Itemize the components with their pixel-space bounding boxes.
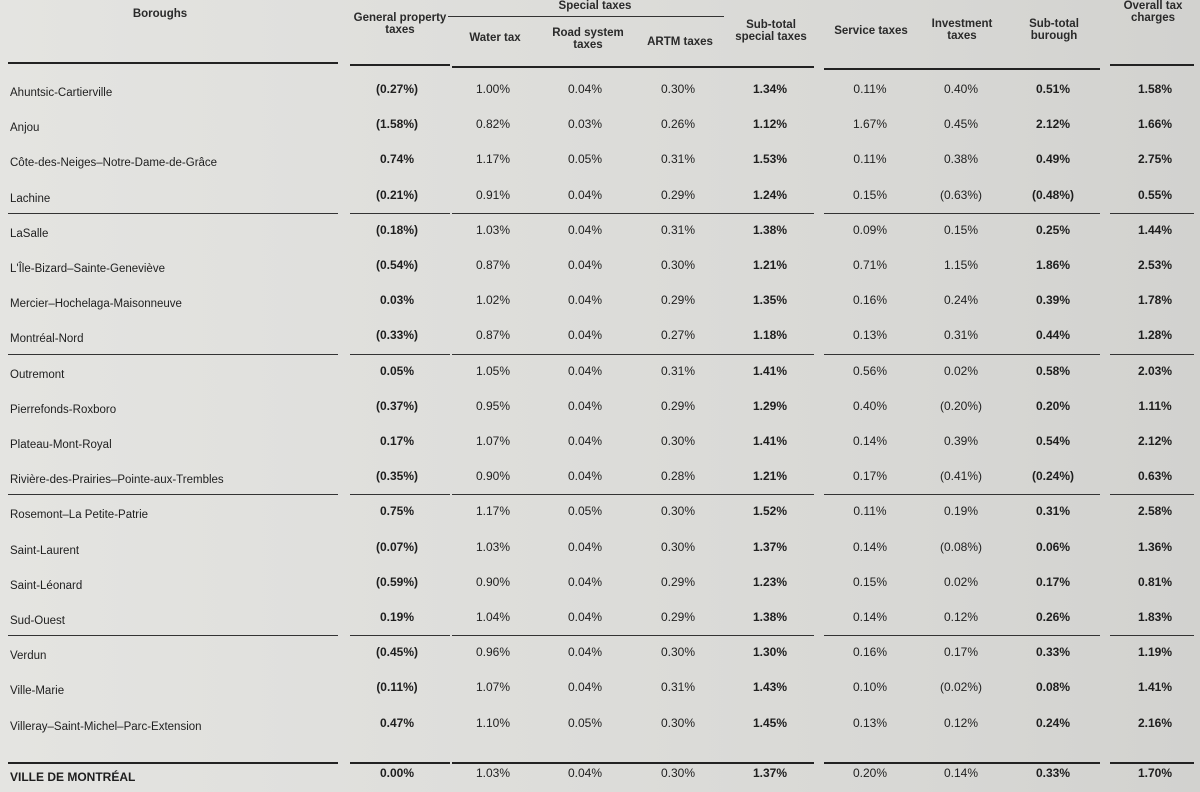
cell-road: 0.04% [567, 293, 603, 308]
cell-service: 0.10% [852, 680, 888, 695]
cell-overall: 1.11% [1138, 398, 1172, 413]
table-row [0, 115, 1200, 137]
cell-general: (1.58%) [375, 117, 419, 132]
table-row [0, 397, 1200, 419]
cell-general: 0.03% [379, 293, 415, 308]
cell-sub-special: 1.53% [752, 152, 788, 167]
cell-overall: 2.16% [1137, 715, 1173, 730]
cell-investment: 0.45% [943, 117, 979, 132]
cell-water: 1.03% [475, 222, 511, 237]
cell-sub-special: 1.24% [752, 187, 788, 202]
header-overall: Overall tax charges [1123, 0, 1183, 24]
cell-water: 1.17% [475, 504, 511, 519]
cell-road: 0.03% [567, 117, 603, 132]
cell-overall: 1.78% [1137, 293, 1173, 308]
cell-overall: 0.81% [1137, 574, 1173, 589]
borough-name: Anjou [10, 122, 40, 135]
cell-investment: 0.39% [943, 434, 979, 448]
cell-road: 0.04% [567, 574, 603, 589]
table-row [0, 643, 1200, 665]
cell-overall: 0.63% [1137, 469, 1173, 484]
cell-sub-special: 1.23% [752, 574, 788, 589]
table-row [0, 714, 1200, 736]
cell-sub-special: 1.21% [752, 258, 788, 272]
cell-general: 0.05% [379, 363, 415, 378]
table-row [0, 467, 1200, 489]
header-service-taxes: Service taxes [834, 25, 908, 37]
cell-overall: 2.75% [1137, 152, 1173, 167]
cell-artm: 0.30% [660, 434, 696, 448]
borough-name: Outremont [10, 368, 65, 381]
cell-investment: 0.02% [943, 363, 979, 378]
header-subtotal-borough: Sub-total burough [1029, 18, 1079, 42]
cell-water: 1.07% [475, 680, 511, 695]
cell-investment: (0.63%) [939, 187, 983, 202]
group-separator [824, 494, 1100, 495]
cell-overall: 1.28% [1137, 328, 1173, 343]
cell-road: 0.04% [567, 539, 603, 554]
group-separator [8, 494, 338, 495]
cell-sub-borough: 0.39% [1035, 293, 1071, 308]
cell-sub-borough: 0.17% [1035, 574, 1071, 589]
group-separator [8, 213, 338, 214]
cell-general: (0.45%) [375, 645, 419, 660]
cell-sub-borough: 0.44% [1035, 328, 1071, 343]
cell-water: 1.17% [475, 152, 511, 167]
cell-water: 0.91% [475, 187, 511, 202]
cell-sub-borough: 0.51% [1035, 82, 1071, 96]
cell-overall: 1.44% [1137, 222, 1173, 237]
cell-general: 0.75% [379, 504, 415, 519]
table-row [0, 362, 1200, 384]
cell-service: 0.16% [852, 293, 888, 308]
cell-water: 0.82% [475, 117, 511, 132]
cell-artm: 0.30% [660, 766, 696, 780]
cell-general: (0.59%) [375, 574, 419, 589]
cell-service: 1.67% [852, 117, 888, 132]
header-boroughs: Boroughs [132, 8, 188, 20]
cell-sub-borough: 0.31% [1035, 504, 1071, 519]
cell-general: (0.35%) [375, 469, 419, 484]
borough-name: Ville-Marie [10, 685, 65, 698]
cell-overall: 1.66% [1137, 117, 1173, 132]
cell-sub-special: 1.35% [752, 293, 788, 308]
cell-general: 0.00% [379, 766, 415, 780]
cell-artm: 0.29% [660, 574, 696, 589]
cell-service: 0.16% [852, 645, 888, 660]
cell-sub-special: 1.37% [752, 539, 788, 554]
cell-service: 0.15% [852, 574, 888, 589]
cell-water: 1.03% [475, 766, 511, 780]
cell-road: 0.04% [567, 82, 603, 96]
borough-name: Ahuntsic-Cartierville [10, 87, 113, 99]
cell-overall: 1.58% [1137, 82, 1173, 96]
group-separator [350, 354, 450, 355]
cell-water: 0.90% [475, 574, 511, 589]
borough-name: LaSalle [10, 227, 49, 240]
cell-sub-borough: 0.08% [1035, 680, 1071, 695]
group-separator [1110, 354, 1194, 355]
header-rule-special [452, 66, 814, 68]
cell-overall: 1.19% [1137, 645, 1173, 660]
borough-name: Sud-Ouest [10, 615, 65, 627]
borough-name: L'Île-Bizard–Sainte-Geneviève [10, 263, 165, 275]
cell-road: 0.05% [567, 504, 603, 519]
cell-sub-borough: 0.33% [1035, 645, 1071, 660]
cell-road: 0.04% [567, 645, 603, 660]
cell-service: 0.11% [853, 82, 887, 96]
cell-sub-special: 1.52% [752, 504, 788, 519]
cell-sub-special: 1.21% [752, 469, 788, 484]
cell-general: (0.54%) [375, 258, 419, 272]
cell-overall: 2.03% [1137, 363, 1173, 378]
table-row [0, 608, 1200, 630]
total-separator [452, 762, 814, 764]
table-row [0, 326, 1200, 348]
borough-name: Villeray–Saint-Michel–Parc-Extension [10, 720, 202, 733]
cell-road: 0.05% [567, 715, 603, 730]
group-separator [8, 635, 338, 636]
borough-name: Lachine [10, 192, 51, 205]
cell-artm: 0.30% [660, 715, 696, 730]
total-separator [350, 762, 450, 764]
cell-sub-borough: (0.24%) [1031, 469, 1075, 484]
cell-sub-special: 1.45% [752, 715, 788, 730]
cell-water: 0.87% [475, 328, 511, 343]
borough-name: Saint-Laurent [10, 544, 80, 557]
cell-service: 0.56% [852, 363, 888, 378]
group-separator [1110, 494, 1194, 495]
borough-name: Plateau-Mont-Royal [10, 439, 112, 451]
cell-general: (0.07%) [375, 539, 419, 554]
group-separator [350, 494, 450, 495]
table-row [0, 538, 1200, 560]
header-general-property: General property taxes [353, 12, 447, 36]
cell-overall: 2.12% [1137, 434, 1173, 448]
cell-sub-borough: 0.49% [1035, 152, 1071, 167]
cell-overall: 1.41% [1137, 680, 1173, 695]
cell-road: 0.04% [567, 363, 603, 378]
cell-artm: 0.31% [660, 222, 696, 237]
borough-name: Rosemont–La Petite-Patrie [10, 509, 149, 522]
cell-sub-special: 1.30% [752, 645, 788, 660]
group-separator [1110, 213, 1194, 214]
cell-overall: 2.53% [1137, 258, 1173, 272]
cell-investment: 0.24% [943, 293, 979, 308]
cell-service: 0.71% [852, 258, 888, 272]
table-row [0, 502, 1200, 524]
cell-road: 0.04% [567, 469, 603, 484]
cell-sub-special: 1.41% [752, 363, 788, 378]
cell-sub-special: 1.38% [752, 610, 788, 624]
table-row [0, 678, 1200, 700]
cell-road: 0.04% [567, 766, 603, 780]
cell-service: 0.11% [853, 504, 887, 519]
cell-investment: 0.12% [943, 610, 979, 624]
cell-artm: 0.30% [660, 258, 696, 272]
cell-investment: 0.15% [943, 222, 979, 237]
cell-water: 1.02% [475, 293, 511, 308]
total-separator [824, 762, 1100, 764]
table-row [0, 432, 1200, 454]
cell-overall: 1.83% [1137, 610, 1173, 624]
cell-artm: 0.29% [660, 293, 696, 308]
cell-road: 0.05% [567, 152, 603, 167]
group-separator [452, 635, 814, 636]
cell-road: 0.04% [567, 680, 603, 695]
table-row [0, 150, 1200, 172]
total-row [0, 764, 1200, 786]
cell-sub-borough: 1.86% [1035, 258, 1071, 272]
header-rule-general [350, 64, 450, 66]
cell-general: 0.47% [379, 715, 415, 730]
cell-water: 0.90% [475, 469, 511, 484]
cell-water: 1.04% [475, 610, 511, 624]
total-separator [8, 762, 338, 764]
cell-general: 0.17% [379, 434, 415, 448]
group-separator [452, 354, 814, 355]
cell-general: (0.21%) [375, 187, 419, 202]
cell-sub-borough: 0.06% [1035, 539, 1071, 554]
cell-overall: 2.58% [1137, 504, 1173, 519]
cell-overall: 1.36% [1137, 539, 1173, 554]
cell-sub-borough: 0.20% [1035, 398, 1071, 413]
cell-road: 0.04% [567, 328, 603, 343]
cell-artm: 0.31% [660, 152, 696, 167]
cell-service: 0.09% [852, 222, 888, 237]
header-rule-overall [1110, 64, 1194, 66]
table-row [0, 80, 1200, 102]
group-separator [452, 494, 814, 495]
cell-sub-borough: 0.58% [1035, 363, 1071, 378]
cell-water: 1.10% [475, 715, 511, 730]
cell-general: 0.19% [379, 610, 415, 624]
cell-sub-borough: 0.26% [1035, 610, 1071, 624]
cell-sub-special: 1.18% [752, 328, 788, 343]
special-taxes-rule [448, 16, 724, 17]
cell-sub-borough: 2.12% [1035, 117, 1071, 132]
borough-name: Saint-Léonard [10, 579, 83, 592]
cell-road: 0.04% [567, 398, 603, 413]
table-row [0, 256, 1200, 278]
header-water-tax: Water tax [469, 32, 521, 44]
borough-name: VILLE DE MONTRÉAL [10, 770, 136, 784]
group-separator [824, 213, 1100, 214]
cell-road: 0.04% [567, 258, 603, 272]
cell-road: 0.04% [567, 434, 603, 448]
cell-general: 0.74% [379, 152, 415, 167]
cell-investment: 0.14% [943, 766, 979, 780]
table-row [0, 573, 1200, 595]
cell-general: (0.33%) [375, 328, 419, 343]
header-rule-boroughs [8, 62, 338, 64]
cell-artm: 0.26% [660, 117, 696, 132]
header-subtotal-special: Sub-total special taxes [735, 19, 807, 43]
cell-sub-borough: 0.54% [1035, 434, 1071, 448]
cell-artm: 0.31% [660, 363, 696, 378]
cell-artm: 0.30% [660, 645, 696, 660]
cell-service: 0.14% [852, 434, 888, 448]
cell-service: 0.14% [852, 539, 888, 554]
borough-name: Rivière-des-Prairies–Pointe-aux-Trembles [10, 474, 224, 487]
cell-sub-special: 1.38% [752, 222, 788, 237]
cell-sub-borough: (0.48%) [1031, 187, 1075, 202]
cell-general: (0.11%) [376, 680, 418, 695]
cell-service: 0.13% [852, 715, 888, 730]
cell-water: 1.05% [475, 363, 511, 378]
cell-artm: 0.30% [660, 504, 696, 519]
group-separator [824, 635, 1100, 636]
group-separator [350, 213, 450, 214]
cell-water: 0.95% [475, 398, 511, 413]
cell-sub-special: 1.43% [752, 680, 788, 695]
cell-investment: 0.17% [943, 645, 979, 660]
cell-service: 0.17% [852, 469, 888, 484]
table-row [0, 221, 1200, 243]
cell-general: (0.37%) [375, 398, 419, 413]
header-artm: ARTM taxes [647, 36, 713, 48]
table-row [0, 291, 1200, 313]
group-separator [452, 213, 814, 214]
cell-water: 1.07% [475, 434, 511, 448]
borough-name: Montréal-Nord [10, 333, 84, 346]
cell-sub-borough: 0.24% [1035, 715, 1071, 730]
cell-overall: 1.70% [1137, 766, 1173, 780]
cell-investment: 0.40% [943, 82, 979, 96]
cell-sub-borough: 0.25% [1035, 222, 1071, 237]
table-row [0, 186, 1200, 208]
cell-service: 0.11% [853, 152, 887, 167]
cell-sub-special: 1.12% [752, 117, 788, 132]
cell-artm: 0.30% [660, 539, 696, 554]
cell-investment: (0.41%) [939, 469, 983, 484]
cell-road: 0.04% [567, 187, 603, 202]
cell-artm: 0.30% [660, 82, 696, 96]
cell-water: 1.03% [475, 539, 511, 554]
cell-water: 1.00% [475, 82, 511, 96]
header-road-system: Road system taxes [552, 27, 624, 51]
cell-artm: 0.31% [660, 680, 696, 695]
cell-general: (0.18%) [375, 222, 419, 237]
cell-sub-special: 1.29% [752, 398, 788, 413]
header-investment-taxes: Investment taxes [931, 18, 993, 42]
borough-name: Pierrefonds-Roxboro [10, 403, 117, 416]
cell-water: 0.87% [475, 258, 511, 272]
cell-sub-special: 1.41% [752, 434, 788, 448]
cell-investment: (0.08%) [939, 539, 983, 554]
borough-name: Mercier–Hochelaga-Maisonneuve [10, 298, 182, 311]
cell-sub-special: 1.37% [752, 766, 788, 780]
cell-sub-borough: 0.33% [1035, 766, 1071, 780]
cell-investment: 0.19% [943, 504, 979, 519]
cell-artm: 0.29% [660, 398, 696, 413]
cell-water: 0.96% [475, 645, 511, 660]
cell-sub-special: 1.34% [752, 82, 788, 96]
cell-investment: (0.20%) [939, 398, 983, 413]
header-special-taxes: Special taxes [558, 0, 632, 12]
cell-service: 0.14% [852, 610, 888, 624]
total-separator [1110, 762, 1194, 764]
cell-investment: (0.02%) [939, 680, 983, 695]
cell-investment: 0.31% [943, 328, 979, 343]
cell-artm: 0.29% [660, 610, 696, 624]
cell-general: (0.27%) [375, 82, 419, 96]
borough-name: Verdun [10, 650, 47, 663]
cell-investment: 0.02% [943, 574, 979, 589]
cell-investment: 1.15% [943, 258, 979, 272]
group-separator [1110, 635, 1194, 636]
cell-overall: 0.55% [1137, 187, 1173, 202]
cell-artm: 0.28% [660, 469, 696, 484]
cell-service: 0.15% [852, 187, 888, 202]
cell-service: 0.13% [852, 328, 888, 343]
cell-road: 0.04% [567, 222, 603, 237]
borough-name: Côte-des-Neiges–Notre-Dame-de-Grâce [10, 157, 218, 170]
group-separator [8, 354, 338, 355]
cell-investment: 0.38% [943, 152, 979, 167]
group-separator [350, 635, 450, 636]
group-separator [824, 354, 1100, 355]
cell-investment: 0.12% [943, 715, 979, 730]
cell-service: 0.40% [852, 398, 888, 413]
cell-artm: 0.29% [660, 187, 696, 202]
cell-service: 0.20% [852, 766, 888, 780]
cell-road: 0.04% [567, 610, 603, 624]
cell-artm: 0.27% [660, 328, 696, 343]
header-rule-borough [824, 68, 1100, 70]
